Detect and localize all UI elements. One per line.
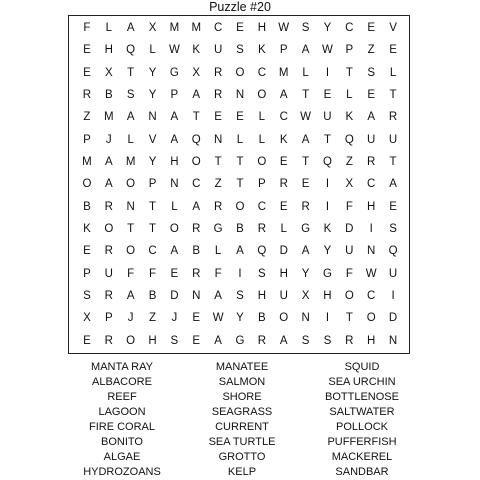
word-list-item: KELP bbox=[227, 466, 257, 478]
grid-letter[interactable]: K bbox=[258, 44, 266, 57]
grid-letter[interactable]: U bbox=[345, 245, 354, 258]
grid-letter[interactable]: R bbox=[213, 66, 223, 79]
grid-letter[interactable]: A bbox=[367, 111, 376, 124]
word-list-item: BOTTLENOSE bbox=[325, 391, 399, 403]
grid-letter[interactable]: E bbox=[367, 89, 376, 102]
grid-letter[interactable]: K bbox=[83, 223, 91, 236]
grid-letter[interactable]: T bbox=[302, 156, 310, 169]
grid-letter[interactable]: E bbox=[170, 267, 179, 280]
grid-letter[interactable]: O bbox=[104, 223, 114, 236]
grid-letter[interactable]: L bbox=[258, 133, 266, 146]
grid-letter[interactable]: Z bbox=[367, 44, 375, 57]
grid-letter[interactable]: Y bbox=[323, 22, 332, 35]
grid-letter[interactable]: C bbox=[257, 66, 267, 79]
grid-letter[interactable]: Y bbox=[323, 245, 332, 258]
grid-letter[interactable]: Q bbox=[126, 44, 136, 57]
grid-letter[interactable]: E bbox=[323, 89, 332, 102]
grid-letter[interactable]: O bbox=[191, 156, 201, 169]
grid-letter[interactable]: H bbox=[279, 267, 288, 280]
grid-letter[interactable]: F bbox=[345, 200, 353, 213]
grid-letter[interactable]: T bbox=[389, 156, 397, 169]
grid-letter[interactable]: G bbox=[169, 66, 179, 79]
grid-letter[interactable]: N bbox=[235, 89, 245, 102]
grid-letter[interactable]: B bbox=[83, 200, 91, 213]
grid-letter[interactable]: W bbox=[322, 44, 333, 57]
grid-letter[interactable]: U bbox=[388, 267, 398, 280]
word-list-item: SANDBAR bbox=[335, 466, 389, 478]
grid-letter[interactable]: O bbox=[126, 178, 136, 191]
grid-letter[interactable]: Z bbox=[83, 111, 91, 124]
grid-letter[interactable]: R bbox=[104, 245, 113, 258]
grid-letter[interactable]: T bbox=[389, 89, 397, 102]
grid-letter[interactable]: U bbox=[279, 290, 288, 303]
grid-letter[interactable]: T bbox=[236, 178, 244, 191]
grid-letter[interactable]: A bbox=[301, 133, 310, 146]
grid-letter[interactable]: C bbox=[345, 22, 354, 35]
grid-letter[interactable]: B bbox=[148, 290, 157, 303]
grid-letter[interactable]: R bbox=[257, 223, 267, 236]
grid-letter[interactable]: X bbox=[192, 66, 201, 79]
grid-letter[interactable]: H bbox=[367, 200, 376, 213]
grid-letter[interactable]: F bbox=[214, 267, 222, 280]
grid-letter[interactable]: N bbox=[126, 200, 135, 213]
grid-letter[interactable]: Q bbox=[344, 133, 354, 146]
grid-letter[interactable]: Y bbox=[301, 267, 310, 280]
grid-letter[interactable]: I bbox=[391, 290, 395, 303]
grid-letter[interactable]: E bbox=[367, 22, 376, 35]
grid-letter[interactable]: B bbox=[236, 223, 244, 236]
grid-letter[interactable]: U bbox=[367, 133, 376, 146]
grid-letter[interactable]: N bbox=[148, 111, 157, 124]
grid-letter[interactable]: C bbox=[367, 178, 376, 191]
word-list-item: MANATEE bbox=[215, 361, 269, 373]
grid-letter[interactable]: E bbox=[389, 44, 397, 57]
grid-letter[interactable]: H bbox=[170, 156, 179, 169]
grid-letter[interactable]: R bbox=[104, 200, 113, 213]
grid-letter[interactable]: M bbox=[191, 22, 202, 35]
grid-letter[interactable]: A bbox=[279, 334, 288, 347]
grid-letter[interactable]: G bbox=[301, 223, 311, 236]
grid-letter[interactable]: Q bbox=[322, 156, 332, 169]
grid-letter[interactable]: S bbox=[367, 66, 376, 79]
grid-letter[interactable]: T bbox=[149, 223, 157, 236]
grid-letter[interactable]: C bbox=[192, 178, 201, 191]
grid-letter[interactable]: A bbox=[126, 111, 135, 124]
grid-letter[interactable]: K bbox=[279, 133, 288, 146]
grid-letter[interactable]: G bbox=[213, 223, 223, 236]
grid-letter[interactable]: E bbox=[279, 156, 288, 169]
grid-letter[interactable]: R bbox=[257, 334, 267, 347]
grid-letter[interactable]: A bbox=[236, 245, 244, 258]
grid-letter[interactable]: M bbox=[82, 156, 92, 169]
grid-letter[interactable]: O bbox=[126, 245, 136, 258]
grid-letter[interactable]: R bbox=[367, 156, 376, 169]
grid-letter[interactable]: O bbox=[235, 200, 245, 213]
grid-letter[interactable]: D bbox=[388, 312, 398, 325]
grid-letter[interactable]: X bbox=[104, 66, 113, 79]
grid-letter[interactable]: S bbox=[389, 223, 397, 236]
grid-letter[interactable]: E bbox=[83, 44, 91, 57]
grid-letter[interactable]: E bbox=[192, 312, 201, 325]
word-list-item: CURRENT bbox=[215, 421, 269, 433]
letter-grid bbox=[76, 17, 404, 352]
grid-letter[interactable]: X bbox=[148, 22, 157, 35]
grid-letter[interactable]: A bbox=[170, 111, 179, 124]
grid-letter[interactable]: P bbox=[279, 44, 288, 57]
grid-letter[interactable]: G bbox=[235, 334, 245, 347]
grid-letter[interactable]: O bbox=[257, 89, 267, 102]
grid-letter[interactable]: A bbox=[301, 44, 310, 57]
grid-letter[interactable]: U bbox=[213, 44, 223, 57]
grid-letter[interactable]: Z bbox=[345, 156, 353, 169]
grid-letter[interactable]: Y bbox=[236, 312, 244, 325]
grid-letter[interactable]: P bbox=[104, 312, 113, 325]
word-list-item: GROTTO bbox=[218, 451, 266, 463]
grid-letter[interactable]: C bbox=[367, 290, 376, 303]
grid-letter[interactable]: A bbox=[170, 133, 179, 146]
grid-letter[interactable]: T bbox=[302, 89, 310, 102]
grid-letter[interactable]: F bbox=[149, 267, 157, 280]
grid-letter[interactable]: P bbox=[170, 89, 179, 102]
grid-letter[interactable]: Z bbox=[214, 178, 222, 191]
grid-letter[interactable]: H bbox=[257, 22, 267, 35]
word-list-item: SHORE bbox=[222, 391, 262, 403]
grid-letter[interactable]: R bbox=[345, 334, 354, 347]
grid-letter[interactable]: J bbox=[171, 312, 178, 325]
grid-letter[interactable]: S bbox=[126, 89, 135, 102]
grid-letter[interactable]: L bbox=[171, 200, 178, 213]
puzzle-title: Puzzle #20 bbox=[209, 0, 271, 14]
grid-letter[interactable]: O bbox=[82, 178, 92, 191]
grid-letter[interactable]: L bbox=[389, 66, 397, 79]
grid-letter[interactable]: E bbox=[192, 334, 201, 347]
grid-letter[interactable]: R bbox=[82, 89, 92, 102]
word-list-item: MACKEREL bbox=[331, 451, 393, 463]
grid-letter[interactable]: A bbox=[279, 89, 288, 102]
grid-letter[interactable]: N bbox=[388, 334, 398, 347]
grid-letter[interactable]: W bbox=[212, 312, 224, 325]
grid-letter[interactable]: G bbox=[322, 267, 332, 280]
word-list-item: FIRE CORAL bbox=[88, 421, 155, 433]
grid-letter[interactable]: M bbox=[169, 22, 180, 35]
grid-letter[interactable]: X bbox=[301, 290, 310, 303]
word-list-item: PUFFERFISH bbox=[327, 436, 397, 448]
grid-letter[interactable]: Y bbox=[148, 156, 157, 169]
grid-letter[interactable]: A bbox=[192, 200, 201, 213]
grid-letter[interactable]: T bbox=[192, 111, 200, 124]
grid-letter[interactable]: S bbox=[323, 334, 332, 347]
grid-letter[interactable]: F bbox=[127, 267, 135, 280]
grid-letter[interactable]: C bbox=[213, 22, 223, 35]
grid-letter[interactable]: S bbox=[83, 290, 91, 303]
grid-letter[interactable]: L bbox=[236, 133, 244, 146]
grid-letter[interactable]: E bbox=[83, 66, 91, 79]
grid-letter[interactable]: C bbox=[148, 245, 157, 258]
grid-letter[interactable]: N bbox=[192, 290, 201, 303]
grid-letter[interactable]: D bbox=[345, 223, 354, 236]
grid-letter[interactable]: M bbox=[278, 66, 289, 79]
grid-letter[interactable]: E bbox=[279, 200, 288, 213]
word-list-item: SEA TURTLE bbox=[208, 436, 276, 448]
grid-letter[interactable]: J bbox=[105, 133, 112, 146]
grid-letter[interactable]: R bbox=[213, 200, 223, 213]
grid-letter[interactable]: P bbox=[83, 267, 91, 280]
grid-letter[interactable]: W bbox=[300, 111, 312, 124]
grid-letter[interactable]: A bbox=[192, 89, 201, 102]
grid-letter[interactable]: T bbox=[149, 200, 157, 213]
grid-letter[interactable]: S bbox=[236, 44, 244, 57]
grid-letter[interactable]: I bbox=[325, 200, 330, 213]
grid-letter[interactable]: Y bbox=[148, 89, 157, 102]
grid-letter[interactable]: Q bbox=[257, 245, 267, 258]
grid-letter[interactable]: U bbox=[323, 111, 332, 124]
word-list-item: LAGOON bbox=[98, 406, 146, 418]
grid-letter[interactable]: L bbox=[302, 66, 309, 79]
grid-letter[interactable]: O bbox=[235, 66, 245, 79]
grid-letter[interactable]: N bbox=[301, 312, 310, 325]
word-list-item: REEF bbox=[107, 391, 137, 403]
grid-letter[interactable]: S bbox=[301, 334, 310, 347]
grid-letter[interactable]: O bbox=[257, 156, 267, 169]
grid-letter[interactable]: A bbox=[214, 290, 222, 303]
word-list-item: SALTWATER bbox=[329, 406, 395, 418]
grid-letter[interactable]: B bbox=[192, 245, 201, 258]
grid-letter[interactable]: T bbox=[214, 156, 222, 169]
grid-letter[interactable]: H bbox=[323, 290, 332, 303]
grid-letter[interactable]: A bbox=[214, 334, 222, 347]
grid-letter[interactable]: L bbox=[127, 133, 134, 146]
grid-letter[interactable]: H bbox=[104, 44, 113, 57]
grid-letter[interactable]: W bbox=[278, 22, 290, 35]
grid-letter[interactable]: U bbox=[104, 267, 113, 280]
grid-letter[interactable]: H bbox=[148, 334, 157, 347]
grid-letter[interactable]: D bbox=[279, 245, 288, 258]
grid-letter[interactable]: S bbox=[301, 22, 310, 35]
grid-letter[interactable]: B bbox=[104, 89, 113, 102]
word-list bbox=[62, 360, 422, 478]
grid-letter[interactable]: E bbox=[236, 111, 244, 124]
grid-letter[interactable]: T bbox=[127, 223, 135, 236]
grid-letter[interactable]: A bbox=[126, 290, 135, 303]
grid-letter[interactable]: R bbox=[192, 223, 201, 236]
grid-letter[interactable]: E bbox=[83, 245, 91, 258]
grid-letter[interactable]: I bbox=[325, 312, 330, 325]
grid-letter[interactable]: L bbox=[214, 245, 222, 258]
grid-letter[interactable]: L bbox=[149, 44, 156, 57]
grid-letter[interactable]: A bbox=[170, 245, 179, 258]
grid-letter[interactable]: E bbox=[83, 334, 91, 347]
grid-letter[interactable]: L bbox=[105, 22, 112, 35]
grid-letter[interactable]: I bbox=[369, 223, 373, 236]
grid-letter[interactable]: R bbox=[104, 334, 113, 347]
grid-letter[interactable]: R bbox=[192, 267, 201, 280]
word-list-item: POLLOCK bbox=[336, 421, 388, 433]
grid-letter[interactable]: A bbox=[104, 178, 113, 191]
grid-letter[interactable]: L bbox=[258, 111, 266, 124]
word-list-item: BONITO bbox=[101, 436, 143, 448]
grid-letter[interactable]: K bbox=[323, 223, 332, 236]
word-list-item: SEAGRASS bbox=[211, 406, 273, 418]
word-list-item: SALMON bbox=[218, 376, 266, 388]
grid-letter[interactable]: T bbox=[345, 312, 353, 325]
grid-letter[interactable]: R bbox=[279, 178, 288, 191]
grid-letter[interactable]: A bbox=[301, 245, 310, 258]
grid-letter[interactable]: P bbox=[148, 178, 157, 191]
grid-letter[interactable]: E bbox=[236, 22, 244, 35]
grid-letter[interactable]: C bbox=[257, 200, 267, 213]
grid-letter[interactable]: E bbox=[389, 200, 397, 213]
grid-letter[interactable]: T bbox=[127, 66, 135, 79]
grid-letter[interactable]: V bbox=[148, 133, 157, 146]
grid-letter[interactable]: R bbox=[104, 290, 113, 303]
grid-letter[interactable]: O bbox=[126, 334, 136, 347]
word-list-item: MANTA RAY bbox=[91, 361, 153, 373]
grid-letter[interactable]: N bbox=[367, 245, 376, 258]
grid-letter[interactable]: P bbox=[345, 44, 354, 57]
grid-letter[interactable]: T bbox=[345, 66, 353, 79]
grid-letter[interactable]: S bbox=[236, 290, 244, 303]
grid-letter[interactable]: P bbox=[258, 178, 266, 191]
grid-letter[interactable]: Q bbox=[388, 245, 398, 258]
grid-letter[interactable]: N bbox=[213, 133, 223, 146]
grid-letter[interactable]: L bbox=[346, 89, 353, 102]
grid-letter[interactable]: C bbox=[279, 111, 288, 124]
grid-letter[interactable]: Y bbox=[148, 66, 157, 79]
grid-letter[interactable]: J bbox=[127, 312, 134, 325]
grid-letter[interactable]: I bbox=[238, 267, 242, 280]
grid-letter[interactable]: V bbox=[389, 22, 397, 35]
grid-letter[interactable]: T bbox=[236, 156, 244, 169]
grid-letter[interactable]: O bbox=[344, 290, 354, 303]
word-list-item: SEA URCHIN bbox=[328, 376, 396, 388]
grid-letter[interactable]: O bbox=[169, 223, 179, 236]
grid-letter[interactable]: L bbox=[280, 223, 287, 236]
grid-letter[interactable]: Q bbox=[191, 133, 201, 146]
grid-letter[interactable]: K bbox=[345, 111, 354, 124]
grid-letter[interactable]: F bbox=[83, 22, 91, 35]
grid-letter[interactable]: A bbox=[389, 178, 397, 191]
grid-letter[interactable]: U bbox=[388, 133, 398, 146]
grid-letter[interactable]: B bbox=[258, 312, 266, 325]
grid-letter[interactable]: A bbox=[126, 22, 135, 35]
grid-letter[interactable]: K bbox=[192, 44, 201, 57]
grid-letter[interactable]: E bbox=[301, 178, 310, 191]
grid-letter[interactable]: Z bbox=[149, 312, 157, 325]
grid-letter[interactable]: S bbox=[170, 334, 179, 347]
grid-letter[interactable]: R bbox=[301, 200, 310, 213]
word-list-item: ALBACORE bbox=[92, 376, 152, 388]
grid-letter[interactable]: R bbox=[213, 89, 223, 102]
word-list-item: ALGAE bbox=[103, 451, 141, 463]
grid-letter[interactable]: A bbox=[104, 156, 113, 169]
grid-letter[interactable]: M bbox=[125, 156, 136, 169]
grid-letter[interactable]: N bbox=[170, 178, 179, 191]
word-list-item: SQUID bbox=[344, 361, 380, 373]
grid-letter[interactable]: W bbox=[365, 267, 377, 280]
grid-letter[interactable]: M bbox=[103, 111, 114, 124]
grid-letter[interactable]: D bbox=[170, 290, 179, 303]
grid-letter[interactable]: W bbox=[168, 44, 180, 57]
grid-letter[interactable]: E bbox=[214, 111, 222, 124]
grid-letter[interactable]: O bbox=[279, 312, 289, 325]
grid-letter[interactable]: O bbox=[366, 312, 376, 325]
grid-letter[interactable]: I bbox=[325, 66, 330, 79]
grid-letter[interactable]: S bbox=[258, 267, 266, 280]
grid-letter[interactable]: R bbox=[388, 111, 398, 124]
grid-letter[interactable]: H bbox=[257, 290, 267, 303]
grid-letter[interactable]: H bbox=[367, 334, 376, 347]
grid-letter[interactable]: X bbox=[83, 312, 91, 325]
grid-letter[interactable]: F bbox=[345, 267, 353, 280]
grid-letter[interactable]: X bbox=[345, 178, 354, 191]
grid-letter[interactable]: T bbox=[323, 133, 331, 146]
grid-letter[interactable]: P bbox=[83, 133, 91, 146]
word-list-item: HYDROZOANS bbox=[83, 466, 161, 478]
grid-letter[interactable]: I bbox=[325, 178, 330, 191]
